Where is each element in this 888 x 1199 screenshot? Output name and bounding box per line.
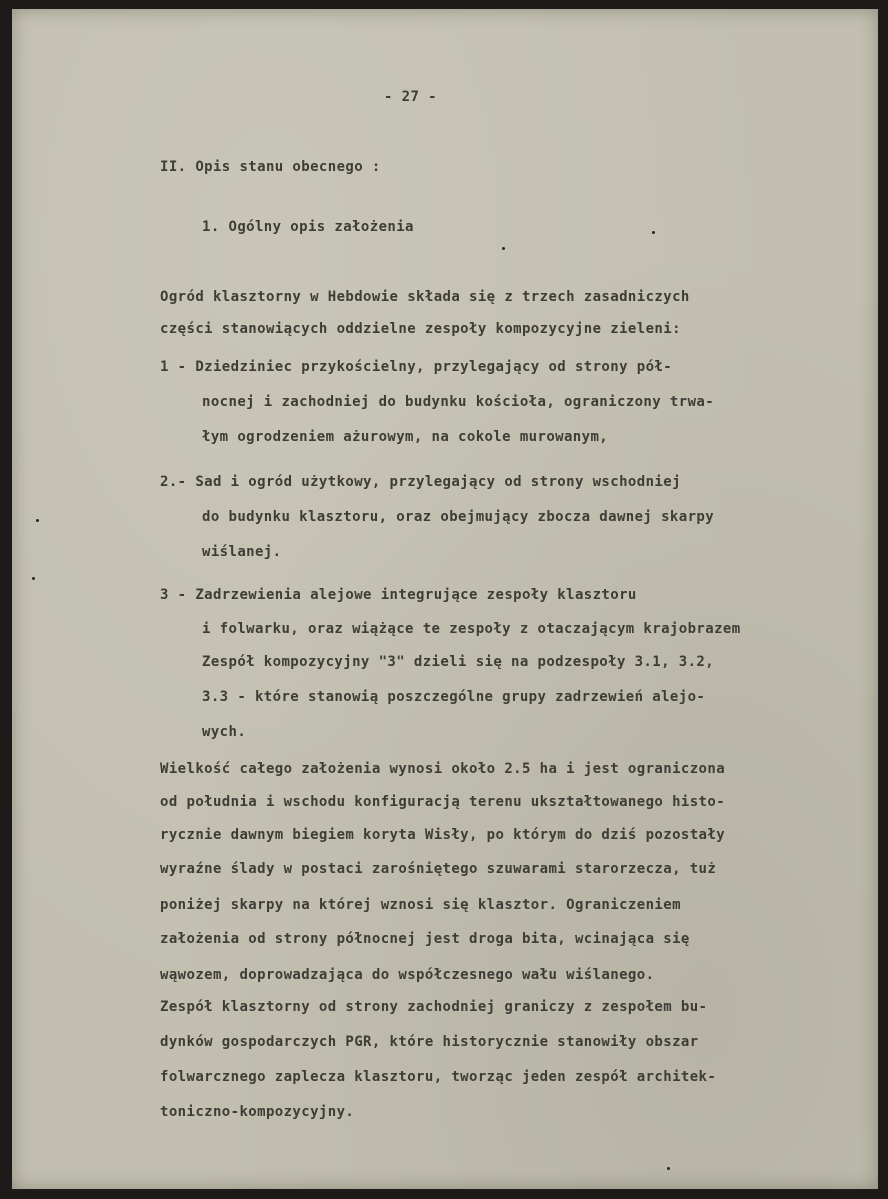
text-line: 2.- Sad i ogród użytkowy, przylegający od strony wschodniej <box>160 474 681 490</box>
section-heading: II. Opis stanu obecnego : <box>160 159 381 175</box>
text-line: łym ogrodzeniem ażurowym, na cokole murowanym, <box>202 429 609 445</box>
text-line: poniżej skarpy na której wznosi się klasztor. Ograniczeniem <box>160 897 681 913</box>
ink-speck <box>36 519 39 522</box>
document-page <box>12 9 878 1189</box>
text-line: Ogród klasztorny w Hebdowie składa się z trzech zasadniczych <box>160 289 690 305</box>
ink-speck <box>502 247 505 250</box>
ink-speck <box>652 231 655 234</box>
text-line: do budynku klasztoru, oraz obejmujący zbocza dawnej skarpy <box>202 509 715 525</box>
text-line: folwarcznego zaplecza klasztoru, tworząc jeden zespół architek- <box>160 1069 717 1085</box>
text-line: wąwozem, doprowadzająca do współczesnego wału wiślanego. <box>160 967 655 983</box>
text-line: dynków gospodarczych PGR, które historycznie stanowiły obszar <box>160 1034 699 1050</box>
text-line: nocnej i zachodniej do budynku kościoła, ograniczony trwa- <box>202 394 715 410</box>
text-line: Zespół kompozycyjny "3" dzieli się na podzespoły 3.1, 3.2, <box>202 654 715 670</box>
text-line: Zespół klasztorny od strony zachodniej graniczy z zespołem bu- <box>160 999 708 1015</box>
text-line: założenia od strony północnej jest droga bita, wcinająca się <box>160 931 690 947</box>
text-line: od południa i wschodu konfiguracją terenu ukształtowanego histo- <box>160 794 726 810</box>
text-line: wyraźne ślady w postaci zarośniętego szuwarami starorzecza, tuż <box>160 861 717 877</box>
text-line: toniczno-kompozycyjny. <box>160 1104 355 1120</box>
subsection-heading: 1. Ogólny opis założenia <box>202 219 414 235</box>
text-line: rycznie dawnym biegiem koryta Wisły, po którym do dziś pozostały <box>160 827 726 843</box>
text-line: Wielkość całego założenia wynosi około 2.5 ha i jest ograniczona <box>160 761 726 777</box>
text-line: 1 - Dziedziniec przykościelny, przylegający od strony pół- <box>160 359 673 375</box>
text-line: wiślanej. <box>202 544 282 560</box>
ink-speck <box>667 1167 670 1170</box>
page-number: - 27 - <box>384 89 437 105</box>
text-line: i folwarku, oraz wiążące te zespoły z otaczającym krajobrazem <box>202 621 741 637</box>
text-line: 3.3 - które stanowią poszczególne grupy zadrzewień alejo- <box>202 689 706 705</box>
text-line: wych. <box>202 724 247 740</box>
text-line: części stanowiących oddzielne zespoły kompozycyjne zieleni: <box>160 321 681 337</box>
text-line: 3 - Zadrzewienia alejowe integrujące zespoły klasztoru <box>160 587 637 603</box>
ink-speck <box>32 577 35 580</box>
